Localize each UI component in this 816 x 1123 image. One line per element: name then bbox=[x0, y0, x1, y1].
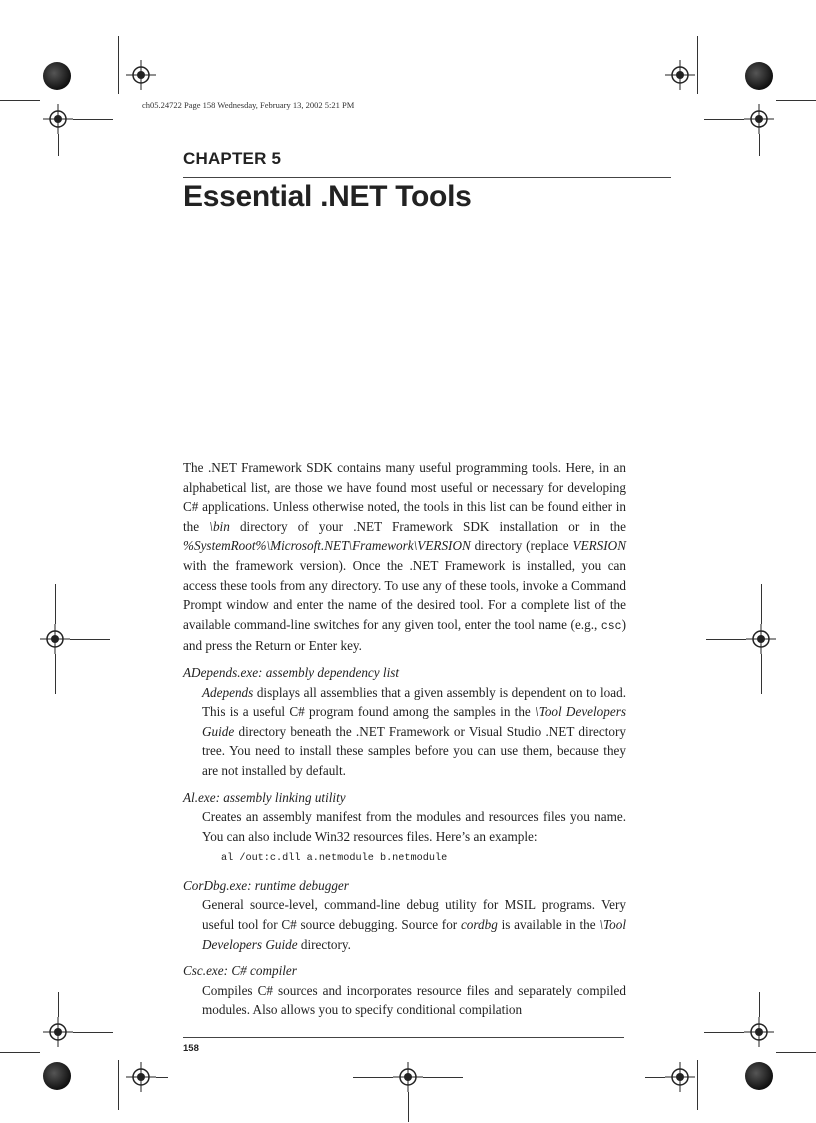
crop-mark bbox=[759, 134, 760, 156]
crop-mark bbox=[73, 119, 113, 120]
path-text: %SystemRoot%\Microsoft.NET\Framework\VERSION bbox=[183, 538, 471, 554]
path-text: VERSION bbox=[572, 538, 626, 554]
entry-desc-al: Creates an assembly manifest from the modules and resources files you name. You can also include Win32 resources files. Here’s an example: bbox=[202, 809, 626, 844]
crop-mark bbox=[55, 584, 56, 624]
crosshair-target-icon bbox=[665, 60, 695, 90]
crop-mark bbox=[58, 992, 59, 1017]
entry-term-al: Al.exe: assembly linking utility bbox=[183, 789, 346, 805]
crop-mark bbox=[0, 1052, 40, 1053]
tool-name: Adepends bbox=[202, 684, 254, 700]
body-text bbox=[183, 458, 626, 1020]
chapter-rule bbox=[183, 177, 671, 178]
crop-mark bbox=[73, 1032, 113, 1033]
crop-mark bbox=[58, 134, 59, 156]
desc-text: directory. bbox=[297, 936, 351, 952]
intro-text: The .NET Framework SDK contains many useful programming tools. Here, in an alphabetical list, are those we have found most useful or necessary for developing C# applications. Unless otherwise noted, the tools in this list can be found either in the bbox=[183, 460, 626, 534]
crosshair-target-icon bbox=[744, 1017, 774, 1047]
print-slug: ch05.24722 Page 158 Wednesday, February 13, 2002 5:21 PM bbox=[142, 100, 355, 110]
intro-text: directory of your .NET Framework SDK installation or in the bbox=[229, 518, 626, 534]
registration-blot-icon bbox=[43, 62, 71, 90]
crosshair-target-icon bbox=[746, 624, 776, 654]
intro-text: directory (replace bbox=[470, 538, 573, 554]
crop-mark bbox=[408, 1092, 409, 1122]
inline-code: csc bbox=[600, 619, 622, 633]
registration-blot-icon bbox=[745, 1062, 773, 1090]
crop-mark bbox=[776, 1052, 816, 1053]
registration-blot-icon bbox=[43, 1062, 71, 1090]
crosshair-target-icon bbox=[665, 1062, 695, 1092]
crop-mark bbox=[706, 639, 746, 640]
desc-text: General source-level, command-line debug utility for MSIL programs. Very useful tool for C# source debugging. Source for bbox=[202, 897, 626, 933]
crosshair-target-icon bbox=[40, 624, 70, 654]
crosshair-target-icon bbox=[43, 1017, 73, 1047]
page-number: 158 bbox=[183, 1043, 199, 1054]
intro-paragraph bbox=[183, 458, 626, 656]
crosshair-target-icon bbox=[126, 60, 156, 90]
desc-text: displays all assemblies that a given assembly is dependent on to load. This is a useful C# program found among the samples in the bbox=[202, 684, 626, 720]
desc-text: directory beneath the .NET Framework or Visual Studio .NET directory tree. You need to install these samples before you can use them, because they are not installed by default. bbox=[202, 723, 626, 778]
crop-mark bbox=[118, 1060, 119, 1110]
crop-mark bbox=[697, 36, 698, 94]
entry-term-csc: Csc.exe: C# compiler bbox=[183, 963, 297, 979]
crop-mark bbox=[776, 100, 816, 101]
entry-term-adepends: ADepends.exe: assembly dependency list bbox=[183, 664, 400, 680]
crop-mark bbox=[55, 654, 56, 694]
crosshair-target-icon bbox=[744, 104, 774, 134]
intro-text: with the framework version). Once the .NET Framework is installed, you can access these tools from any directory. To use any of these tools, invoke a Command Prompt window and enter the name of the desired tool. For a complete list of the available command-line switches for any given tool, enter the tool name (e.g., bbox=[183, 557, 626, 632]
crop-mark bbox=[118, 36, 119, 94]
intro-text: ) and press the Return or Enter key. bbox=[183, 616, 626, 654]
code-example: al /out:c.dll a.netmodule b.netmodule bbox=[221, 853, 448, 865]
crosshair-target-icon bbox=[43, 104, 73, 134]
entry-desc-adepends bbox=[202, 683, 626, 781]
crop-mark bbox=[761, 584, 762, 624]
chapter-label: CHAPTER 5 bbox=[183, 149, 282, 168]
crosshair-target-icon bbox=[393, 1062, 423, 1092]
crop-mark bbox=[704, 1032, 744, 1033]
crop-mark bbox=[423, 1077, 463, 1078]
path-text: \Tool Developers Guide bbox=[202, 917, 626, 952]
crop-mark bbox=[353, 1077, 393, 1078]
crop-mark bbox=[704, 119, 744, 120]
crop-mark bbox=[759, 992, 760, 1017]
entry-term-cordbg: CorDbg.exe: runtime debugger bbox=[183, 877, 349, 893]
crop-mark bbox=[0, 100, 40, 101]
crop-mark bbox=[761, 654, 762, 694]
crop-mark bbox=[645, 1077, 665, 1078]
entry-desc-csc: Compiles C# sources and incorporates resource files and separately compiled modules. Also allows you to specify conditional compilation bbox=[202, 982, 626, 1018]
chapter-title: Essential .NET Tools bbox=[183, 180, 472, 213]
crop-mark bbox=[70, 639, 110, 640]
footer-rule bbox=[183, 1037, 624, 1038]
registration-blot-icon bbox=[745, 62, 773, 90]
path-text: \bin bbox=[209, 518, 230, 534]
desc-text: is available in the bbox=[497, 917, 600, 933]
path-text: \Tool Developers Guide bbox=[202, 704, 626, 739]
entry-desc-cordbg bbox=[202, 895, 626, 954]
crop-mark bbox=[697, 1060, 698, 1110]
crosshair-target-icon bbox=[126, 1062, 156, 1092]
crop-mark bbox=[156, 1077, 168, 1078]
tool-name: cordbg bbox=[460, 917, 498, 933]
